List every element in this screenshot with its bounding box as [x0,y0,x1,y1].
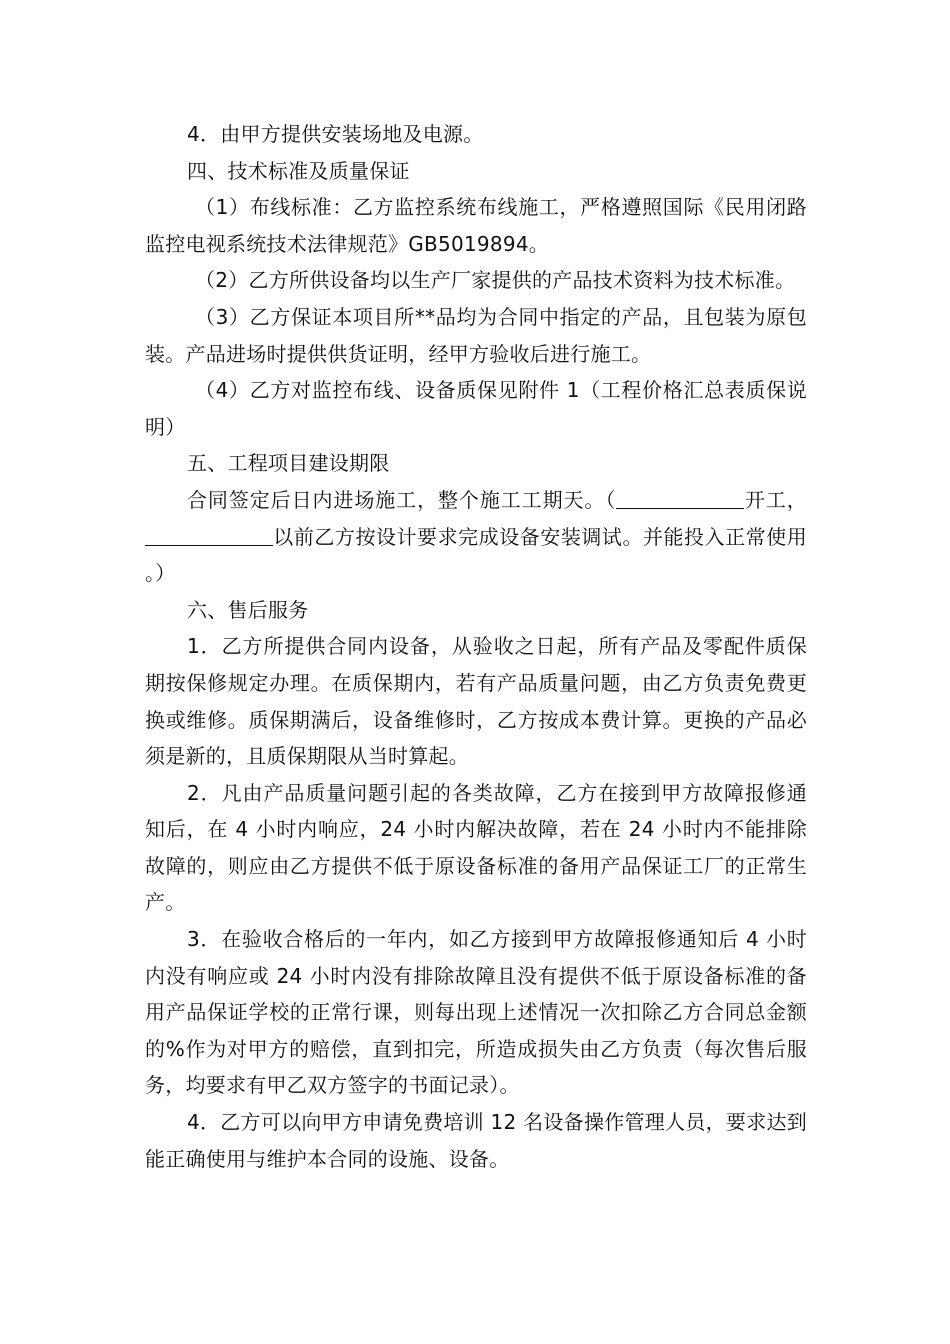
section-heading-construction-period: 五、工程项目建设期限 [187,451,390,476]
clause-warranty-repair: 1．乙方所提供合同内设备，从验收之日起，所有产品及零配件质保期按保修规定办理。在质保期内，若有产品质量问题，由乙方负责免费更换或维修。质保期满后，设备维修时，乙方按成本费计算。更换的产品必须是新的，且质保期限从当时算起。 [145,634,807,769]
clause-penalty: 3．在验收合格后的一年内，如乙方接到甲方故障报修通知后 4 小时内没有响应或 24 小时内没有排除故障且没有提供不低于原设备标准的备用产品保证学校的正常行课，则每出现上述情况一次扣除乙方合同总金额的%作为对甲方的赔偿，直到扣完，所造成损失由乙方负责（每次售后服务，均要求有甲乙双方签字的书面记录）。 [145,927,807,1098]
start-date-blank [616,490,744,509]
clause-construction-schedule [145,482,807,592]
clause-training: 4．乙方可以向甲方申请免费培训 12 名设备操作管理人员，要求达到能正确使用与维护本合同的设施、设备。 [145,1110,807,1171]
clause-product-guarantee: （3）乙方保证本项目所**品均为合同中指定的产品，且包装为原包装。产品进场时提供供货证明，经甲方验收后进行施工。 [145,304,807,366]
clause-fault-response: 2．凡由产品质量问题引起的各类故障，乙方在接到甲方故障报修通知后，在 4 小时内响应，24 小时内解决故障，若在 24 小时内不能排除故障的，则应由乙方提供不低于原设备标准的备用产品保证工厂的正常生产。 [145,780,807,915]
clause-warranty-attachment: （4）乙方对监控布线、设备质保见附件 1（工程价格汇总表质保说明） [145,378,807,439]
schedule-text-part1: 合同签定后日内进场施工，整个施工工期天。（ [187,487,617,512]
clause-site-power: 4．由甲方提供安装场地及电源。 [187,122,484,146]
schedule-text-part3: 以前乙方按设计要求完成设备安装调试。并能投入正常使用。） [145,524,807,586]
section-heading-technical-standards: 四、技术标准及质量保证 [187,158,410,183]
contract-body [145,116,807,1177]
completion-date-blank [145,527,273,546]
schedule-text-part2: 开工， [744,487,808,512]
clause-wiring-standard: （1）布线标准：乙方监控系统布线施工，严格遵照国际《民用闭路监控电视系统技术法律规范》GB5019894。 [145,195,807,256]
section-heading-after-sales: 六、售后服务 [187,597,309,622]
clause-equipment-standard: （2）乙方所供设备均以生产厂家提供的产品技术资料为技术标准。 [195,268,796,293]
